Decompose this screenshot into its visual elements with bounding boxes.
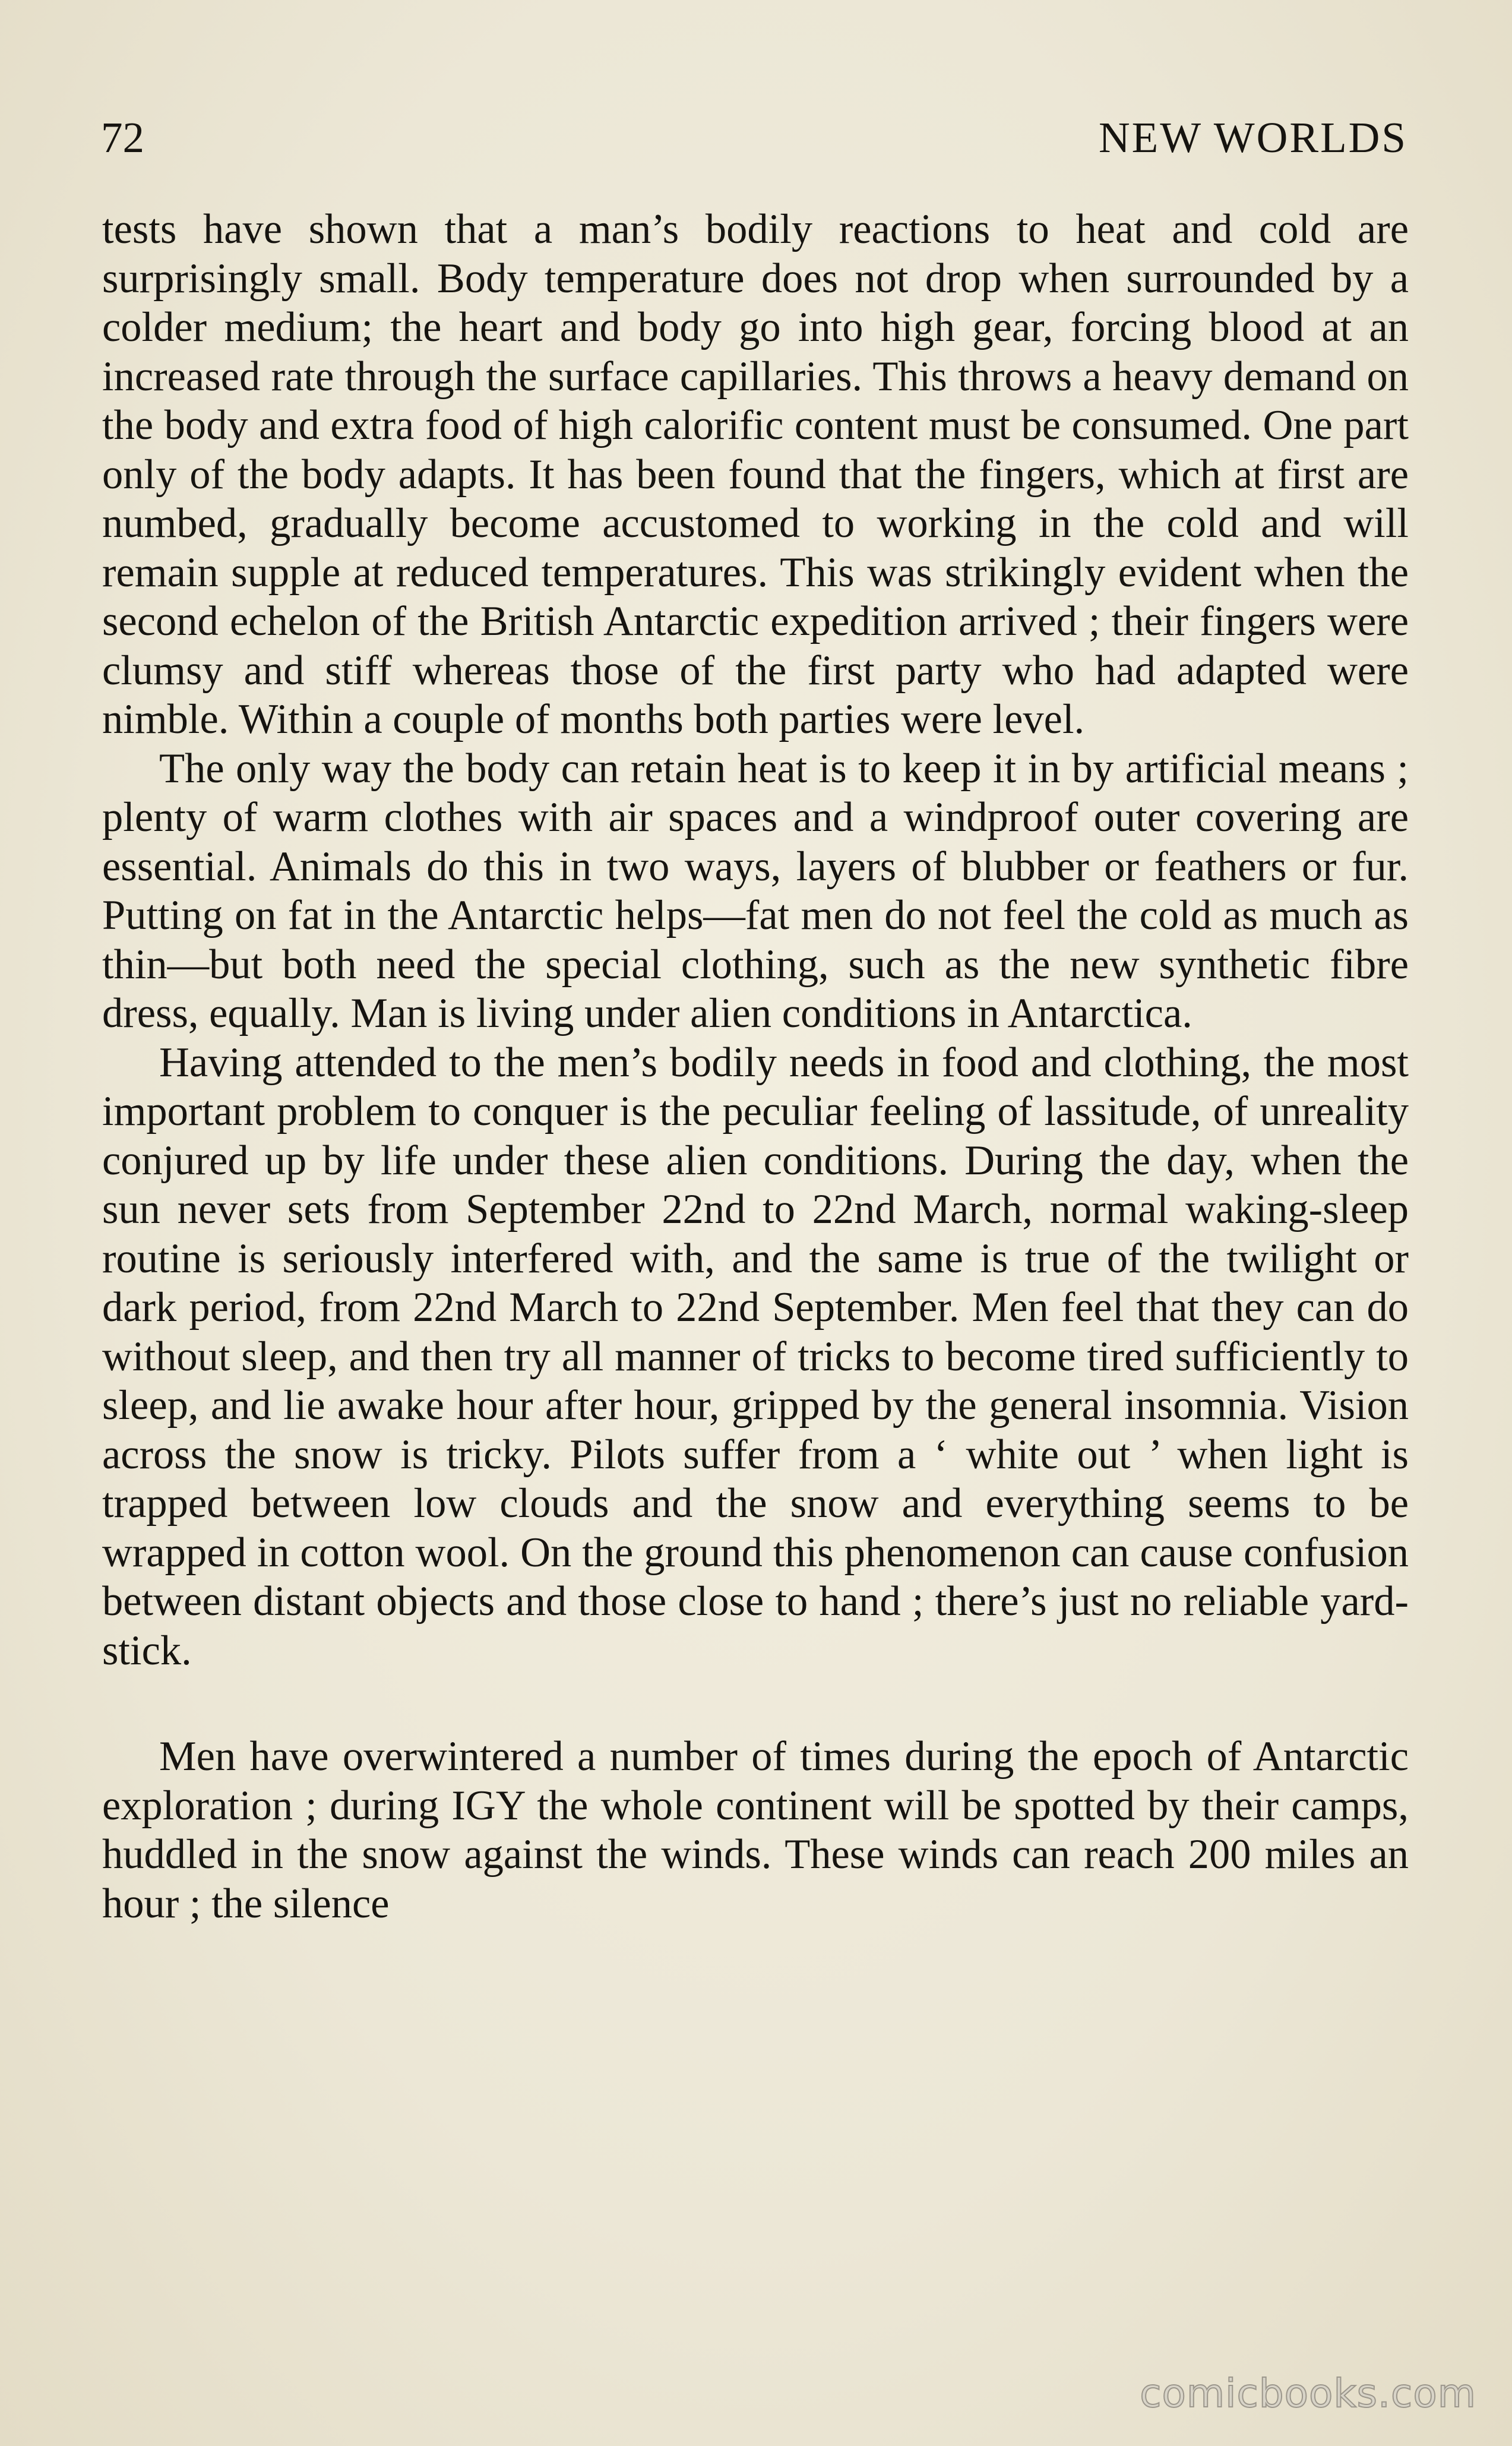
watermark: comicbooks.com — [1140, 2371, 1476, 2416]
running-head: NEW WORLDS — [1098, 113, 1407, 162]
paragraph-4: Men have overwintered a number of times during the epoch of Antarctic exploration ; during IGY the whole continent will be spotted by their camps, huddled in the snow against the winds. These winds can reach 200 miles an hour ; the silence — [102, 1733, 1409, 1927]
page-header — [101, 108, 1407, 168]
paragraph-3: Having attended to the men’s bodily needs in food and clothing, the most important problem to conquer is the peculiar feeling of lassitude, of unreality conjured up by life under these alien conditions. During the day, when the sun never sets from September 22nd to 22nd March, normal waking-sleep routine is seriously interfered with, and the same is true of the twilight or dark period, from 22nd March to 22nd September. Men feel that they can do without sleep, and then try all manner of tricks to become tired sufficiently to sleep, and lie awake hour after hour, gripped by the general insomnia. Vision across the snow is tricky. Pilots suffer from a ‘ white out ’ when light is trapped between low clouds and the snow and everything seems to be wrapped in cotton wool. On the ground this phenomenon can cause confusion between distant objects and those close to hand ; there’s just no reliable yard-stick. — [102, 1039, 1409, 1674]
page-number: 72 — [101, 113, 144, 162]
paragraph-1: tests have shown that a man’s bodily reactions to heat and cold are surprisingly small. Body temperature does not drop when surrounded by a colder medium; the heart and body go into high gear, forcing blood at an increased rate through the surface capillaries. This throws a heavy demand on the body and extra food of high calorific content must be consumed. One part only of the body adapts. It has been found that the fingers, which at first are numbed, gradually become accustomed to working in the cold and will remain supple at reduced temperatures. This was strikingly evident when the second echelon of the British Antarctic expedition arrived ; their fingers were clumsy and stiff whereas those of the first party who had adapted were nimble. Within a couple of months both parties were level. — [102, 206, 1409, 742]
body-text — [102, 205, 1409, 1928]
paragraph-2: The only way the body can retain heat is to keep it in by artificial means ; plenty of warm clothes with air spaces and a windproof outer covering are essential. Animals do this in two ways, layers of blubber or feathers or fur. Putting on fat in the Antarctic helps—fat men do not feel the cold as much as thin—but both need the special clothing, such as the new synthetic fibre dress, equally. Man is living under alien conditions in Antarctica. — [102, 745, 1409, 1036]
